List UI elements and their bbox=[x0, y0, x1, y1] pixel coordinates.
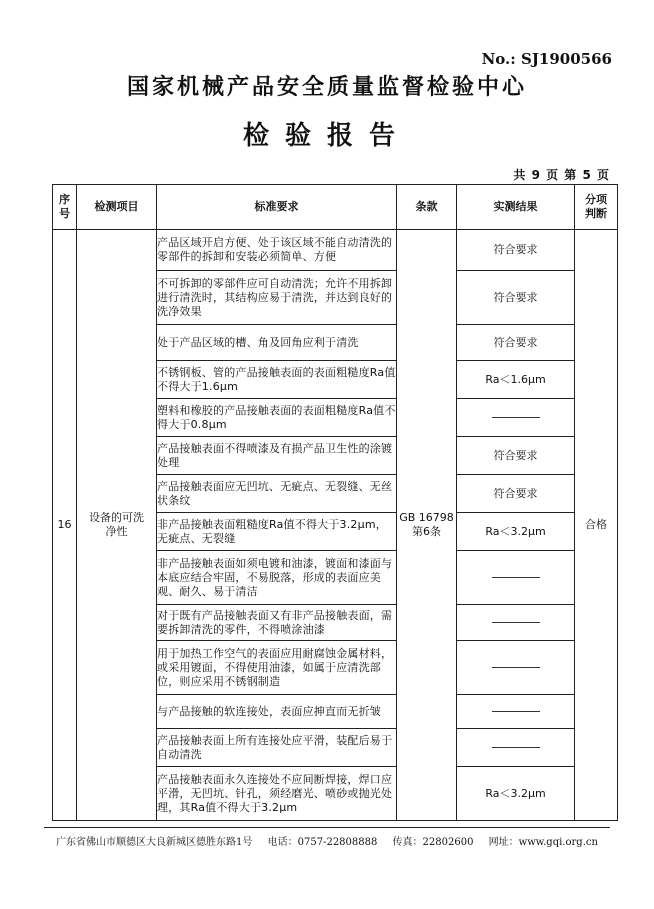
dash-mark bbox=[492, 747, 540, 748]
result-dash bbox=[457, 399, 575, 437]
row-seq: 16 bbox=[53, 230, 77, 821]
requirement-cell: 产品接触表面不得喷漆及有损产品卫生性的涂镀处理 bbox=[157, 437, 397, 475]
header-verdict: 分项 判断 bbox=[575, 185, 618, 230]
inspection-table bbox=[52, 184, 618, 821]
page-indicator: 共 9 页 第 5 页 bbox=[513, 168, 610, 182]
header-result: 实测结果 bbox=[457, 185, 575, 230]
header-item: 检测项目 bbox=[77, 185, 157, 230]
requirement-cell: 处于产品区域的槽、角及回角应利于清洗 bbox=[157, 325, 397, 361]
requirement-cell: 非产品接触表面如须电镀和油漆，镀面和漆面与本底应结合牢固，不易脱落，形成的表面应美观、耐久、易于清洁 bbox=[157, 551, 397, 605]
clause-cell: GB 16798 第6条 bbox=[397, 230, 457, 821]
table-header-row bbox=[53, 185, 618, 230]
result-dash bbox=[457, 695, 575, 729]
result-cell: 符合要求 bbox=[457, 325, 575, 361]
header-clause: 条款 bbox=[397, 185, 457, 230]
dash-mark bbox=[492, 417, 540, 418]
result-cell: 符合要求 bbox=[457, 437, 575, 475]
result-cell: Ra＜3.2μm bbox=[457, 513, 575, 551]
requirement-cell: 不锈钢板、管的产品接触表面的表面粗糙度Ra值不得大于1.6μm bbox=[157, 361, 397, 399]
organization-name: 国家机械产品安全质量监督检验中心 bbox=[126, 74, 527, 100]
requirement-cell: 塑料和橡胶的产品接触表面的表面粗糙度Ra值不得大于0.8μm bbox=[157, 399, 397, 437]
footer-fax: 传真：22802600 bbox=[392, 837, 474, 848]
requirement-cell: 产品接触表面应无凹坑、无疵点、无裂缝、无丝状条纹 bbox=[157, 475, 397, 513]
verdict-cell: 合格 bbox=[575, 230, 618, 821]
report-title: 检验报告 bbox=[242, 121, 411, 151]
result-cell: Ra＜3.2μm bbox=[457, 767, 575, 821]
requirement-cell: 产品接触表面永久连接处不应间断焊接，焊口应平滑，无凹坑、针孔，须经磨光、喷砂或抛光处理，其Ra值不得大于3.2μm bbox=[157, 767, 397, 821]
footer bbox=[0, 833, 654, 848]
requirement-cell: 非产品接触表面粗糙度Ra值不得大于3.2μm，无疵点、无裂缝 bbox=[157, 513, 397, 551]
requirement-cell: 不可拆卸的零部件应可自动清洗；允许不用拆卸进行清洗时，其结构应易于清洗，并达到良好的洗净效果 bbox=[157, 271, 397, 325]
dash-mark bbox=[492, 577, 540, 578]
result-cell: 符合要求 bbox=[457, 230, 575, 271]
footer-phone: 电话：0757-22808888 bbox=[267, 837, 378, 848]
result-dash bbox=[457, 641, 575, 695]
table-row bbox=[53, 230, 618, 271]
footer-website: 网址：www.gqi.org.cn bbox=[488, 837, 598, 848]
requirement-cell: 产品接触表面上所有连接处应平滑，装配后易于自动清洗 bbox=[157, 729, 397, 767]
footer-divider bbox=[44, 827, 610, 828]
requirement-cell: 用于加热工作空气的表面应用耐腐蚀金属材料，或采用镀面，不得使用油漆，如属于应清洗部位，则应采用不锈钢制造 bbox=[157, 641, 397, 695]
result-dash bbox=[457, 605, 575, 641]
result-cell: 符合要求 bbox=[457, 475, 575, 513]
result-cell: 符合要求 bbox=[457, 271, 575, 325]
dash-mark bbox=[492, 667, 540, 668]
header-requirement: 标准要求 bbox=[157, 185, 397, 230]
row-item: 设备的可洗 净性 bbox=[77, 230, 157, 821]
dash-mark bbox=[492, 711, 540, 712]
footer-address: 广东省佛山市顺德区大良新城区德胜东路1号 bbox=[56, 837, 253, 848]
result-dash bbox=[457, 551, 575, 605]
requirement-cell: 对于既有产品接触表面又有非产品接触表面，需要拆卸清洗的零件，不得喷涂油漆 bbox=[157, 605, 397, 641]
dash-mark bbox=[492, 622, 540, 623]
result-cell: Ra＜1.6μm bbox=[457, 361, 575, 399]
requirement-cell: 产品区域开启方便、处于该区域不能自动清洗的零部件的拆卸和安装必须简单、方便 bbox=[157, 230, 397, 271]
result-dash bbox=[457, 729, 575, 767]
requirement-cell: 与产品接触的软连接处，表面应抻直而无折皱 bbox=[157, 695, 397, 729]
report-number: No.: SJ1900566 bbox=[481, 50, 612, 68]
header-seq: 序 号 bbox=[53, 185, 77, 230]
